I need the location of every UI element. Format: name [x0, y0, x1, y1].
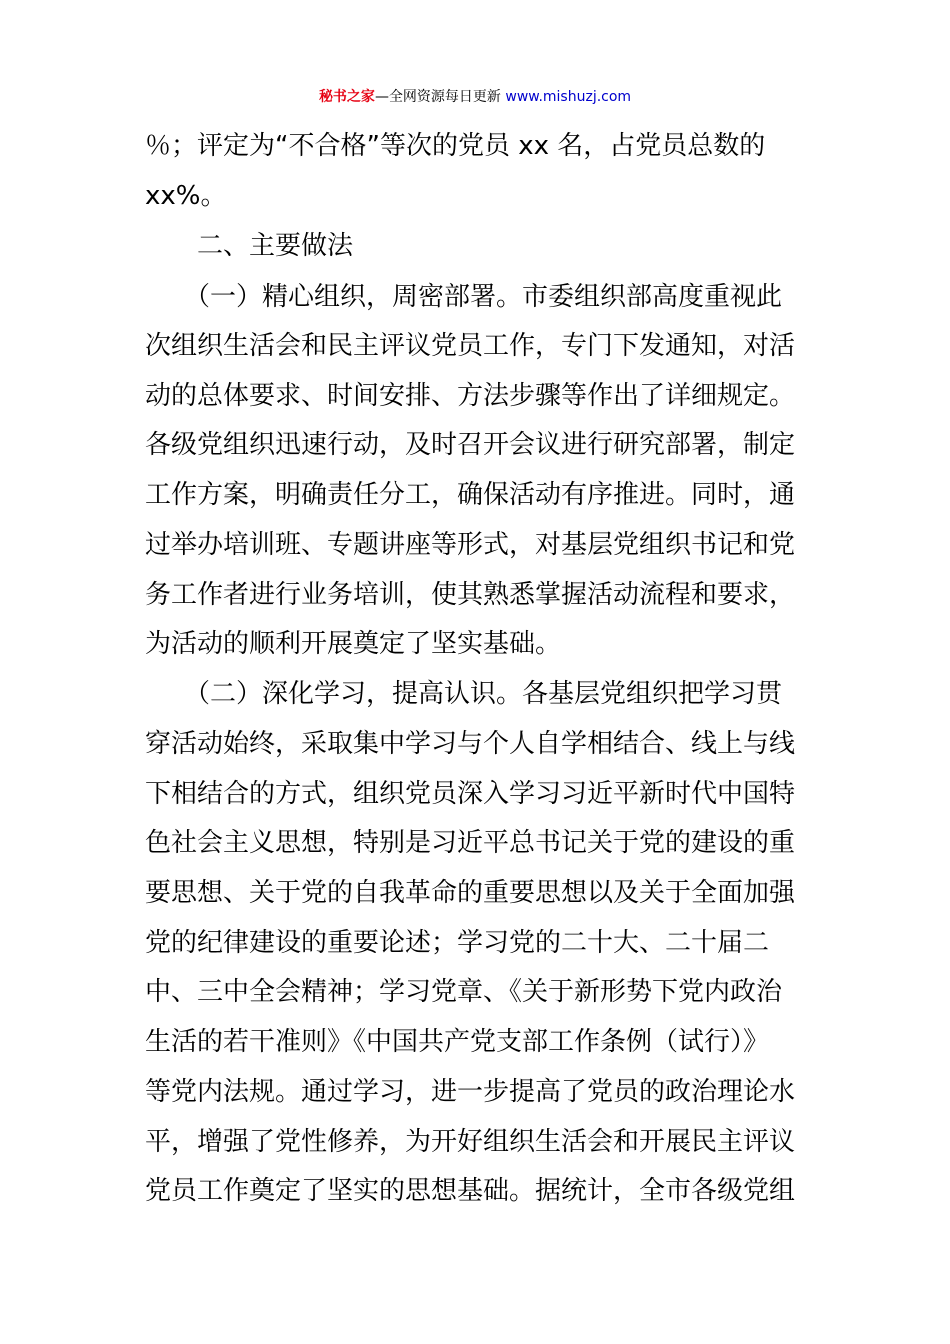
- body-line: 中、三中全会精神；学习党章、《关于新形势下党内政治: [145, 977, 783, 1007]
- site-header: [0, 80, 950, 114]
- body-line: ％；评定为“不合格”等次的党员 xx 名，占党员总数的: [145, 131, 766, 161]
- body-line: 各级党组织迅速行动，及时召开会议进行研究部署，制定: [145, 430, 796, 460]
- body-line: 为活动的顺利开展奠定了坚实基础。: [145, 629, 562, 659]
- body-line: 色社会主义思想，特别是习近平总书记关于党的建设的重: [145, 828, 796, 858]
- body-line: xx%。: [145, 181, 227, 211]
- site-tagline: —全网资源每日更新: [374, 89, 506, 105]
- body-line: 过举办培训班、专题讲座等形式，对基层党组织书记和党: [145, 530, 796, 560]
- body-line: 次组织生活会和民主评议党员工作，专门下发通知，对活: [145, 331, 796, 361]
- body-line: 下相结合的方式，组织党员深入学习习近平新时代中国特: [145, 779, 796, 809]
- body-line: 党员工作奠定了坚实的思想基础。据统计，全市各级党组: [145, 1176, 796, 1206]
- body-line: 穿活动始终，采取集中学习与个人自学相结合、线上与线: [145, 729, 796, 759]
- body-line: 等党内法规。通过学习，进一步提高了党员的政治理论水: [145, 1077, 796, 1107]
- body-line: （二）深化学习，提高认识。各基层党组织把学习贯: [145, 679, 783, 709]
- body-line: 动的总体要求、时间安排、方法步骤等作出了详细规定。: [145, 381, 796, 411]
- body-line: 党的纪律建设的重要论述；学习党的二十大、二十届二: [145, 928, 770, 958]
- body-line: 工作方案，明确责任分工，确保活动有序推进。同时，通: [145, 480, 796, 510]
- site-brand: 秘书之家: [318, 89, 375, 105]
- body-line: 务工作者进行业务培训，使其熟悉掌握活动流程和要求，: [145, 580, 796, 610]
- body-line: 平，增强了党性修养，为开好组织生活会和开展民主评议: [145, 1127, 796, 1157]
- body-line: 生活的若干准则》《中国共产党支部工作条例（试行）》: [145, 1027, 770, 1057]
- site-url-link[interactable]: www.mishuzj.com: [505, 89, 632, 105]
- section-heading: 二、主要做法: [145, 231, 354, 261]
- body-line: （一）精心组织，周密部署。市委组织部高度重视此: [145, 282, 783, 312]
- body-line: 要思想、关于党的自我革命的重要思想以及关于全面加强: [145, 878, 796, 908]
